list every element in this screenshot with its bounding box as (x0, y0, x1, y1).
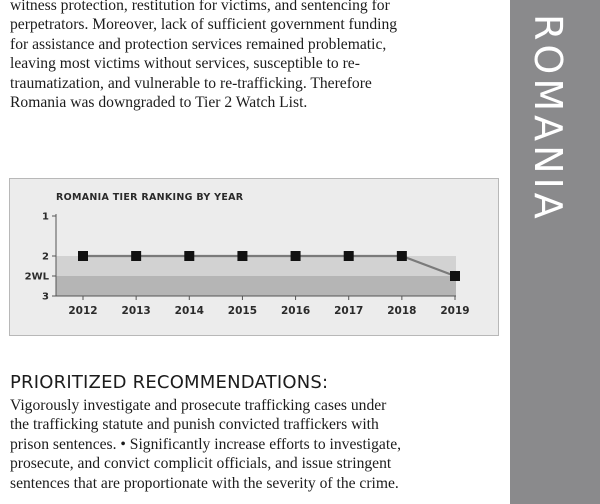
data-point-marker (291, 251, 301, 261)
section-title: PRIORITIZED RECOMMENDATIONS: (10, 372, 329, 393)
data-point-marker (237, 251, 247, 261)
x-tick-label: 2015 (227, 305, 258, 317)
intro-line: witness protection, restitution for victims, and sentencing for (10, 0, 390, 14)
data-point-marker (184, 251, 194, 261)
recommendation-line: prison sentences. • Significantly increase efforts to investigate, (10, 435, 402, 453)
y-tick-label: 2 (42, 251, 49, 263)
intro-line: traumatization, and vulnerable to re-trafficking. Therefore (10, 74, 372, 92)
x-tick-label: 2019 (440, 305, 470, 317)
recommendation-line: Vigorously investigate and prosecute trafficking cases under (10, 397, 387, 414)
chart-title: ROMANIA TIER RANKING BY YEAR (56, 192, 244, 203)
recommendations-paragraph (10, 396, 498, 493)
recommendation-line: sentences that are proportionate with the severity of the crime. (10, 474, 399, 492)
x-tick-label: 2017 (334, 305, 364, 317)
data-point-marker (344, 251, 354, 261)
y-tick-label: 1 (42, 211, 49, 223)
y-tick-label: 2WL (24, 271, 49, 283)
band-watchlist-tier3 (56, 276, 456, 296)
data-point-marker (397, 251, 407, 261)
country-side-tab-label: ROMANIA (526, 14, 570, 223)
intro-line: Romania was downgraded to Tier 2 Watch List. (10, 94, 308, 112)
y-tick-label: 3 (42, 291, 49, 303)
intro-line: for assistance and protection services remained problematic, (10, 35, 387, 53)
x-tick-label: 2018 (387, 305, 417, 317)
x-tick-label: 2016 (280, 305, 311, 317)
x-tick-label: 2013 (121, 305, 151, 317)
data-point-marker (78, 251, 88, 261)
band-tier2-watchlist (56, 256, 456, 276)
data-point-marker (131, 251, 141, 261)
x-tick-label: 2012 (68, 305, 98, 317)
x-tick-label: 2014 (174, 305, 204, 317)
intro-line: leaving most victims without services, susceptible to re- (10, 55, 360, 73)
intro-line: perpetrators. Moreover, lack of sufficient government funding (10, 16, 398, 34)
recommendation-line: the trafficking statute and punish convicted traffickers with (10, 416, 379, 434)
data-point-marker (450, 271, 460, 281)
recommendation-line: prosecute, and convict complicit officials, and issue stringent (10, 455, 392, 473)
